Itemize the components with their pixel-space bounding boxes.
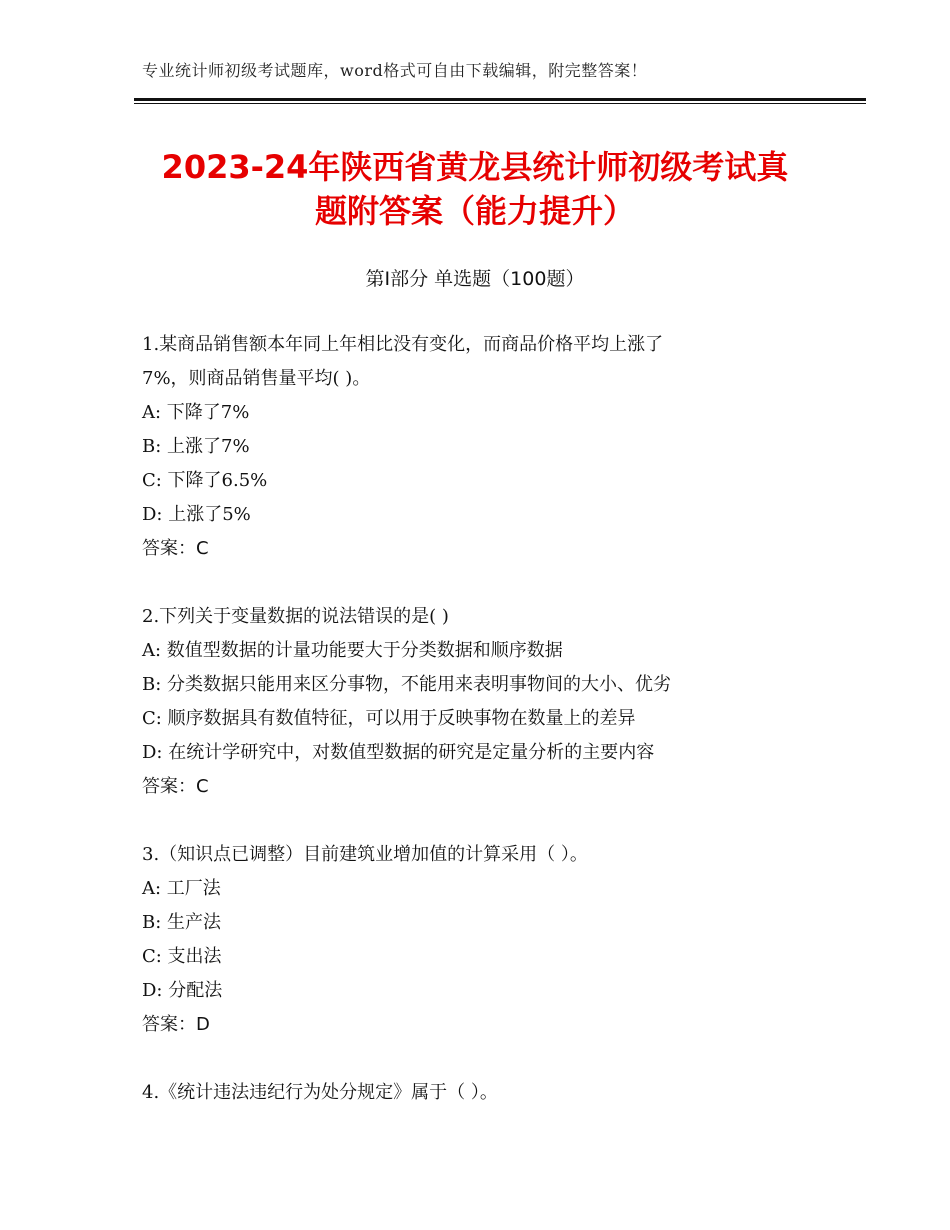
question-stem: 2.下列关于变量数据的说法错误的是( ) — [142, 606, 449, 627]
question-3 — [142, 838, 822, 1042]
question-2 — [142, 600, 822, 804]
option-a: A: 数值型数据的计量功能要大于分类数据和顺序数据 — [142, 640, 563, 661]
option-b: B: 生产法 — [142, 912, 222, 933]
header-rule-thin — [134, 103, 866, 104]
option-d: D: 上涨了5% — [142, 504, 251, 525]
question-stem: 7%，则商品销售量平均( )。 — [142, 368, 371, 389]
answer: 答案：C — [142, 776, 209, 797]
question-stem: 1.某商品销售额本年同上年相比没有变化，而商品价格平均上涨了 — [142, 334, 664, 355]
option-b: B: 分类数据只能用来区分事物，不能用来表明事物间的大小、优劣 — [142, 674, 672, 695]
question-4 — [142, 1076, 822, 1110]
question-stem: 4.《统计违法违纪行为处分规定》属于（ ）。 — [142, 1082, 498, 1103]
answer: 答案：D — [142, 1014, 210, 1035]
option-d: D: 分配法 — [142, 980, 223, 1001]
option-b: B: 上涨了7% — [142, 436, 250, 457]
header-rule-thick — [134, 98, 866, 101]
question-list — [142, 328, 822, 1110]
option-d: D: 在统计学研究中，对数值型数据的研究是定量分析的主要内容 — [142, 742, 655, 763]
question-1 — [142, 328, 822, 566]
document-title — [120, 145, 830, 233]
option-c: C: 支出法 — [142, 946, 222, 967]
question-stem: 3.（知识点已调整）目前建筑业增加值的计算采用（ ）。 — [142, 844, 588, 865]
answer: 答案：C — [142, 538, 209, 559]
section-heading: 第Ⅰ部分 单选题（100题） — [365, 268, 585, 290]
title-line-1: 2023-24年陕西省黄龙县统计师初级考试真 — [161, 148, 789, 186]
option-a: A: 下降了7% — [142, 402, 250, 423]
option-c: C: 顺序数据具有数值特征，可以用于反映事物在数量上的差异 — [142, 708, 636, 729]
title-line-2: 题附答案（能力提升） — [314, 192, 635, 230]
page-header: 专业统计师初级考试题库，word格式可自由下载编辑，附完整答案！ — [142, 61, 648, 80]
option-a: A: 工厂法 — [142, 878, 221, 899]
option-c: C: 下降了6.5% — [142, 470, 268, 491]
